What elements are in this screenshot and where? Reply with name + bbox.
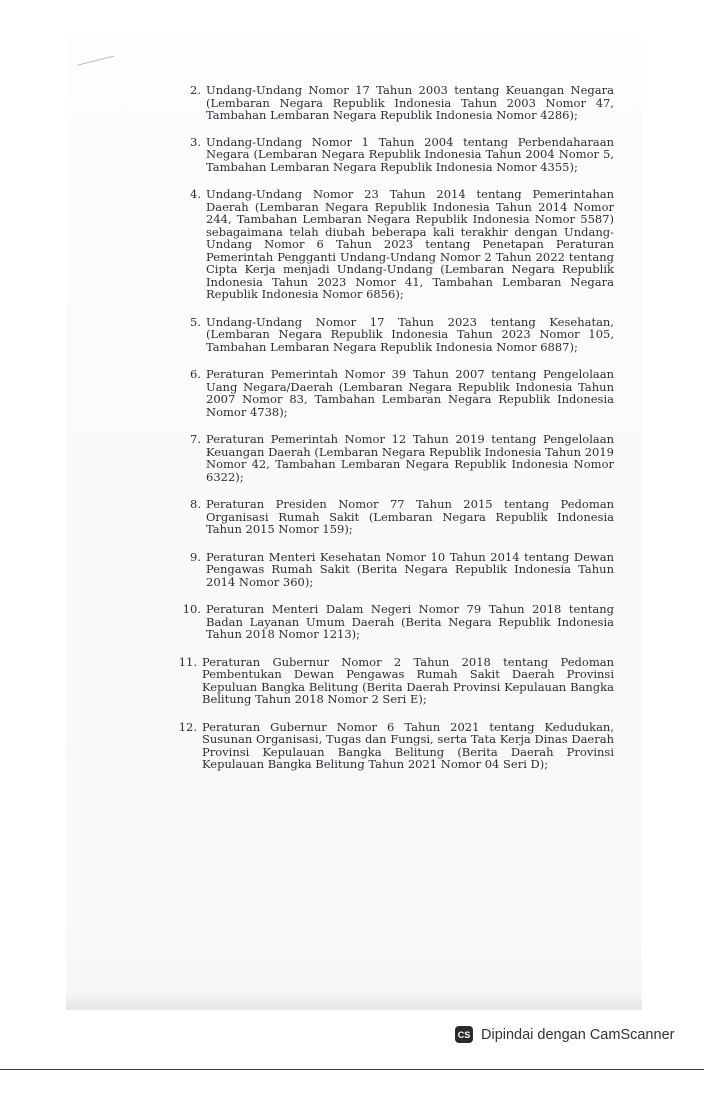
item-number: 3. [190,134,201,149]
item-text: Peraturan Pemerintah Nomor 39 Tahun 2007 tentang Pengelolaan Uang Negara/Daerah (Lembaran Negara Republik Indonesia Tahun 2007 Nomor 83, Tambahan Lembaran Negara Republik Indonesia Nomor 4738); [206,367,614,419]
page-shadow [66,992,642,1010]
item-text: Undang-Undang Nomor 1 Tahun 2004 tentang Perbendaharaan Negara (Lembaran Negara Republik Indonesia Tahun 2004 Nomor 5, Tambahan Lembaran Negara Republik Indonesia Nomor 4355); [206,134,614,174]
scanner-label: Dipindai dengan CamScanner [481,1026,675,1043]
list-item [178,721,614,771]
camscanner-logo-icon: CS [455,1026,473,1043]
item-number: 9. [190,549,201,564]
item-number: 2. [190,83,201,97]
item-text: Undang-Undang Nomor 17 Tahun 2003 tentang Keuangan Negara (Lembaran Negara Republik Indonesia Tahun 2003 Nomor 47, Tambahan Lembaran Negara Republik Indonesia Nomor 4286); [206,83,614,122]
item-number: 4. [190,187,201,201]
list-item [178,498,614,536]
item-text: Peraturan Gubernur Nomor 2 Tahun 2018 tentang Pedoman Pembentukan Dewan Pengawas Rumah Sakit Daerah Provinsi Kepuluan Bangka Belitung (Berita Daerah Provinsi Kepulauan Bangka Belitung Tahun 2018 Nomor 2 Seri E); [202,654,614,706]
camscanner-badge [455,1026,674,1043]
list-item [178,433,614,483]
legal-basis-list [178,84,614,771]
list-item [178,368,614,418]
list-item [178,84,614,122]
item-number: 7. [190,432,201,446]
item-number: 11. [178,654,197,669]
item-text: Peraturan Menteri Kesehatan Nomor 10 Tahun 2014 tentang Dewan Pengawas Rumah Sakit (Berita Negara Republik Indonesia Tahun 2014 Nomor 360); [206,549,614,589]
item-number: 8. [190,497,201,511]
list-item [178,603,614,641]
list-item [178,656,614,706]
list-item [178,551,614,589]
item-number: 6. [190,367,201,381]
item-number: 12. [178,719,197,734]
item-text: Peraturan Gubernur Nomor 6 Tahun 2021 tentang Kedudukan, Susunan Organisasi, Tugas dan Fungsi, serta Tata Kerja Dinas Daerah Provinsi Kepulauan Bangka Belitung (Berita Daerah Provinsi Kepulauan Bangka Belitung Tahun 2021 Nomor 04 Seri D); [202,719,614,771]
item-text: Undang-Undang Nomor 17 Tahun 2023 tentang Kesehatan, (Lembaran Negara Republik Indonesia Tahun 2023 Nomor 105, Tambahan Lembaran Negara Republik Indonesia Nomor 6887); [206,314,614,354]
item-text: Peraturan Pemerintah Nomor 12 Tahun 2019 tentang Pengelolaan Keuangan Daerah (Lembaran Negara Republik Indonesia Tahun 2019 Nomor 42, Tambahan Lembaran Negara Republik Indonesia Nomor 6322); [206,432,614,484]
bottom-divider [0,1069,704,1070]
item-number: 10. [182,602,201,616]
list-item [178,136,614,174]
item-text: Peraturan Presiden Nomor 77 Tahun 2015 tentang Pedoman Organisasi Rumah Sakit (Lembaran Negara Republik Indonesia Tahun 2015 Nomor 159); [206,497,614,536]
item-number: 5. [190,314,201,329]
list-item [178,188,614,301]
item-text: Peraturan Menteri Dalam Negeri Nomor 79 Tahun 2018 tentang Badan Layanan Umum Daerah (Berita Negara Republik Indonesia Tahun 2018 Nomor 1213); [206,602,614,641]
item-text: Undang-Undang Nomor 23 Tahun 2014 tentang Pemerintahan Daerah (Lembaran Negara Republik Indonesia Tahun 2014 Nomor 244, Tambahan Lembaran Negara Republik Indonesia Nomor 5587) sebagaimana telah diubah beberapa kali terakhir dengan Undang-Undang Nomor 6 Tahun 2023 tentang Penetapan Peraturan Pemerintah Pengganti Undang-Undang Nomor 2 Tahun 2022 tentang Cipta Kerja menjadi Undang-Undang (Lembaran Negara Republik Indonesia Tahun 2023 Nomor 41, Tambahan Lembaran Negara Republik Indonesia Nomor 6856); [206,187,614,301]
list-item [178,316,614,354]
